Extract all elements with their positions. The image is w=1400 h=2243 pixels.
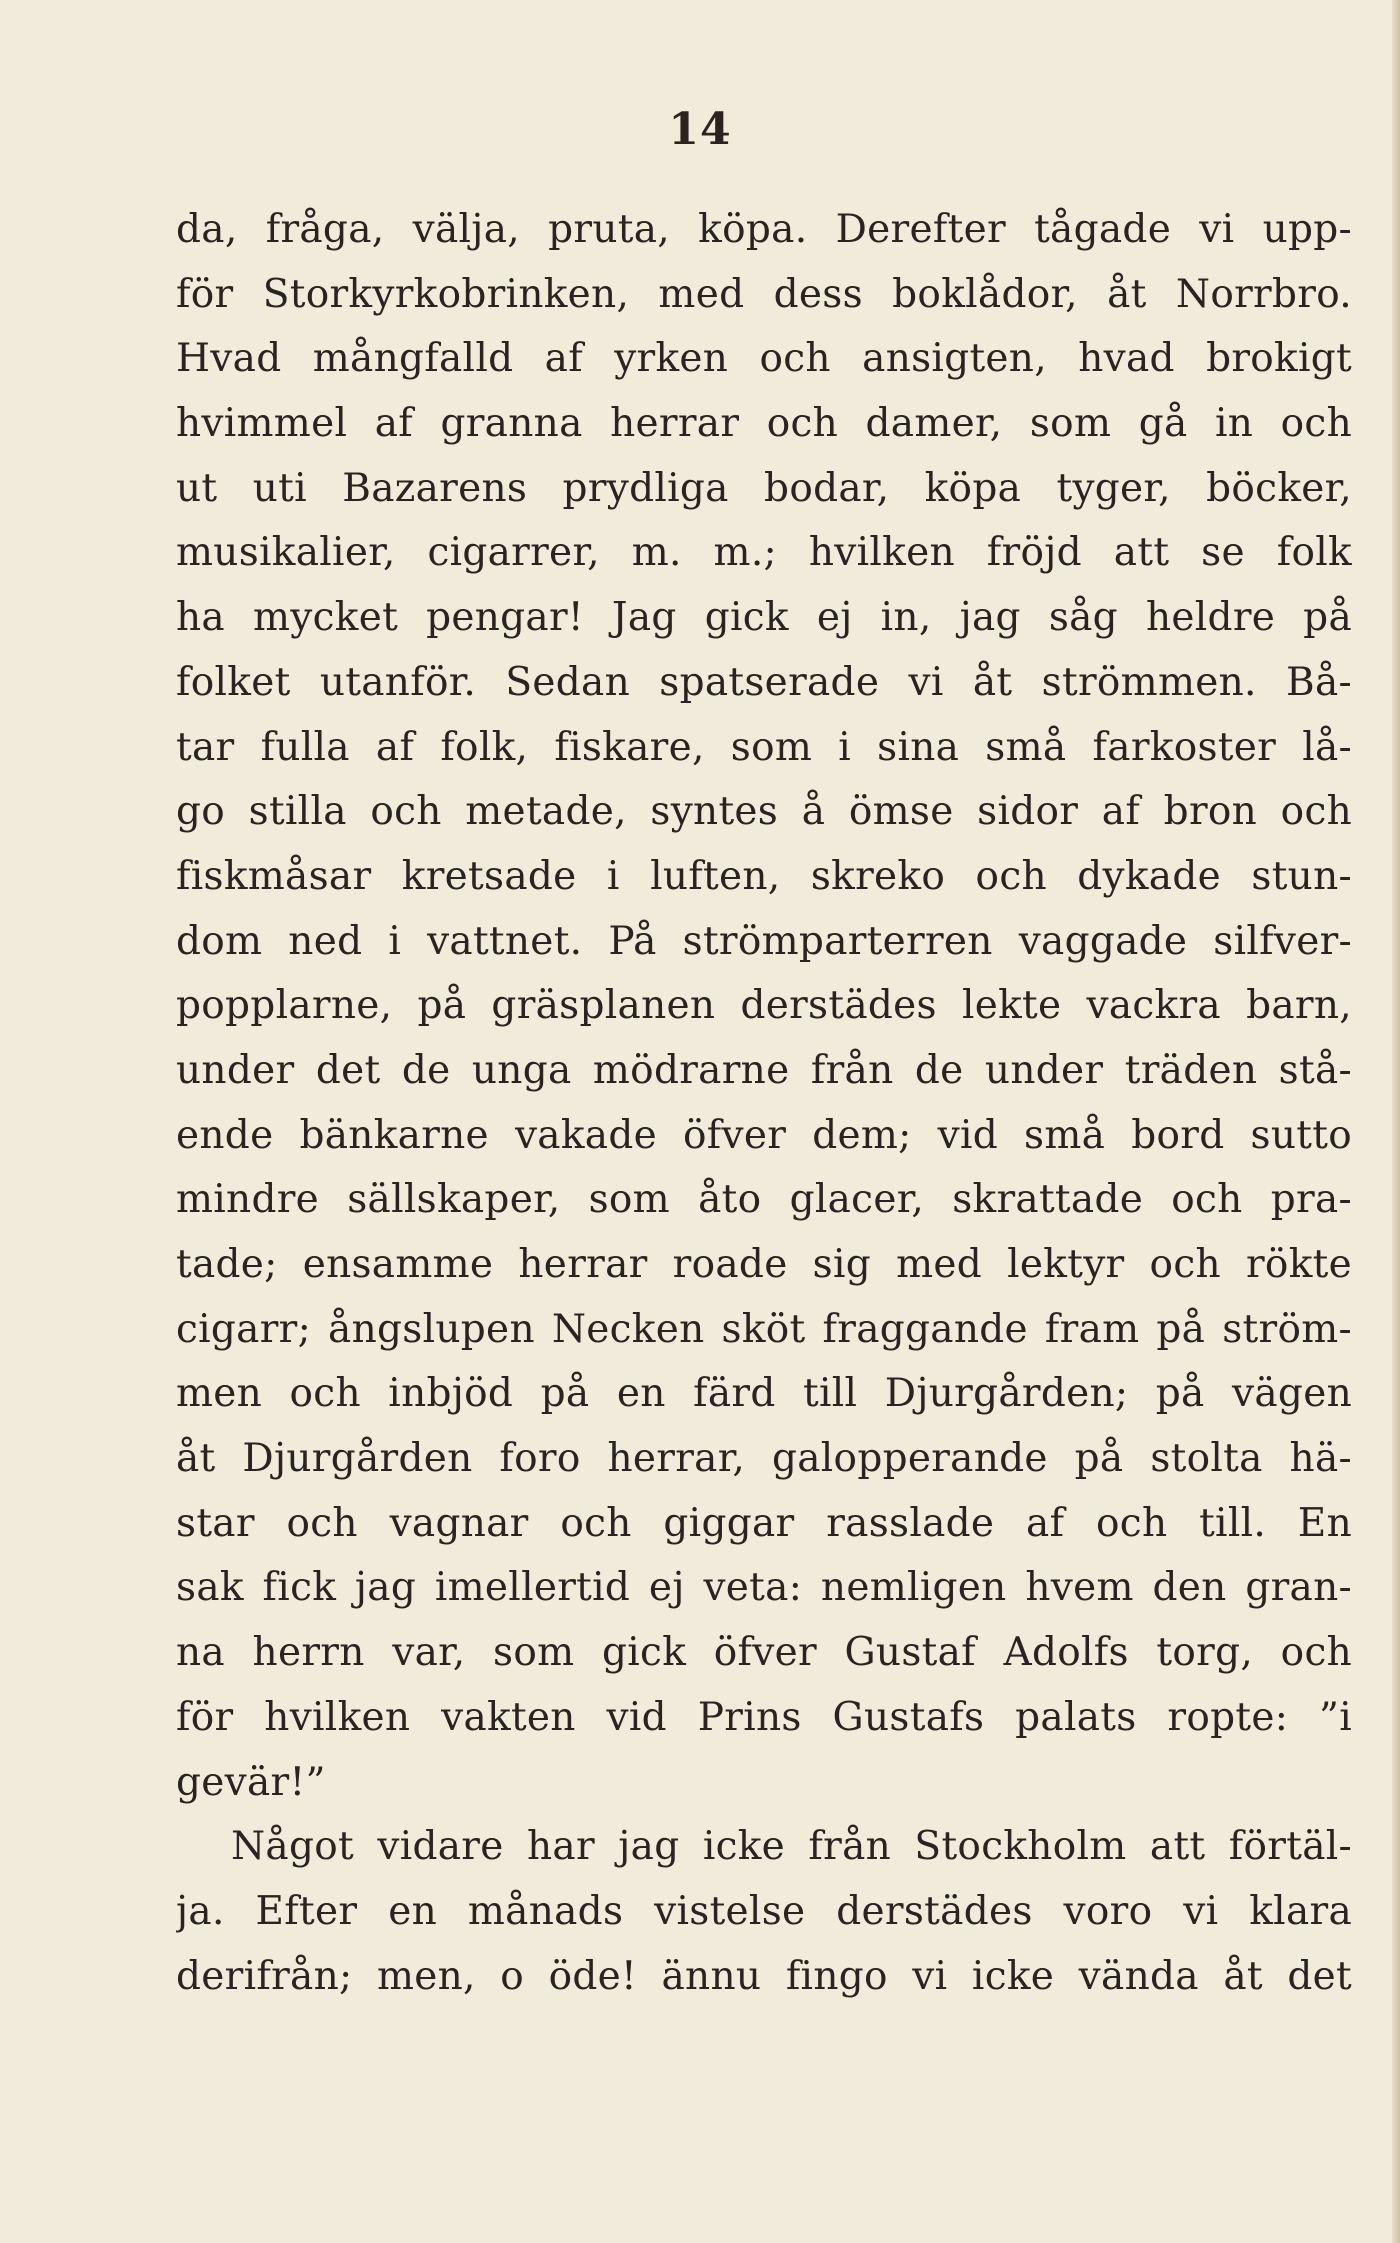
text-line: na herrn var, som gick öfver Gustaf Adolfs torg, och <box>176 1630 1352 1676</box>
body-text <box>176 198 1352 2009</box>
page-number: 14 <box>668 104 732 155</box>
text-line: mindre sällskaper, som åto glacer, skrattade och pra- <box>176 1177 1352 1223</box>
text-line: tade; ensamme herrar roade sig med lektyr och rökte <box>176 1242 1352 1287</box>
text-line: go stilla och metade, syntes å ömse sidor af bron och <box>176 789 1352 835</box>
text-line: cigarr; ångslupen Necken sköt fraggande fram på ström- <box>176 1306 1352 1352</box>
text-line: musikalier, cigarrer, m. m.; hvilken fröjd att se folk <box>176 530 1352 576</box>
text-line: derifrån; men, o öde! ännu fingo vi icke vända åt det <box>176 1953 1352 1999</box>
text-line: gevär!” <box>176 1759 326 1805</box>
text-line: för Storkyrkobrinken, med dess boklådor, åt Norrbro. <box>176 271 1352 317</box>
text-line: folket utanför. Sedan spatserade vi åt strömmen. Bå- <box>176 659 1352 705</box>
text-line: sak fick jag imellertid ej veta: nemligen hvem den gran- <box>176 1565 1352 1611</box>
text-line: ende bänkarne vakade öfver dem; vid små bord sutto <box>176 1112 1352 1158</box>
text-line: popplarne, på gräsplanen derstädes lekte vackra barn, <box>176 983 1352 1029</box>
text-line: tar fulla af folk, fiskare, som i sina små farkoster lå- <box>176 724 1352 770</box>
text-line: för hvilken vakten vid Prins Gustafs palats ropte: ”i <box>176 1694 1352 1740</box>
text-line: Hvad mångfalld af yrken och ansigten, hvad brokigt <box>176 336 1352 382</box>
text-line: da, fråga, välja, pruta, köpa. Derefter tågade vi upp- <box>176 207 1352 252</box>
text-line: under det de unga mödrarne från de under träden stå- <box>176 1047 1352 1093</box>
text-line: fiskmåsar kretsade i luften, skreko och dykade stun- <box>176 853 1352 899</box>
text-line: men och inbjöd på en färd till Djurgården; på vägen <box>176 1371 1352 1417</box>
text-line: dom ned i vattnet. På strömparterren vaggade silfver- <box>176 918 1352 964</box>
text-line: ut uti Bazarens prydliga bodar, köpa tyger, böcker, <box>176 465 1352 511</box>
text-line: ha mycket pengar! Jag gick ej in, jag såg heldre på <box>176 595 1352 641</box>
text-line: åt Djurgården foro herrar, galopperande på stolta hä- <box>176 1436 1352 1482</box>
text-line: ja. Efter en månads vistelse derstädes voro vi klara <box>176 1888 1352 1934</box>
text-line: star och vagnar och giggar rasslade af och till. En <box>176 1500 1352 1546</box>
text-line: hvimmel af granna herrar och damer, som gå in och <box>176 401 1352 447</box>
paragraph-first-line: Något vidare har jag icke från Stockholm att förtäl- <box>231 1824 1352 1870</box>
page-edge <box>1392 0 1400 2243</box>
